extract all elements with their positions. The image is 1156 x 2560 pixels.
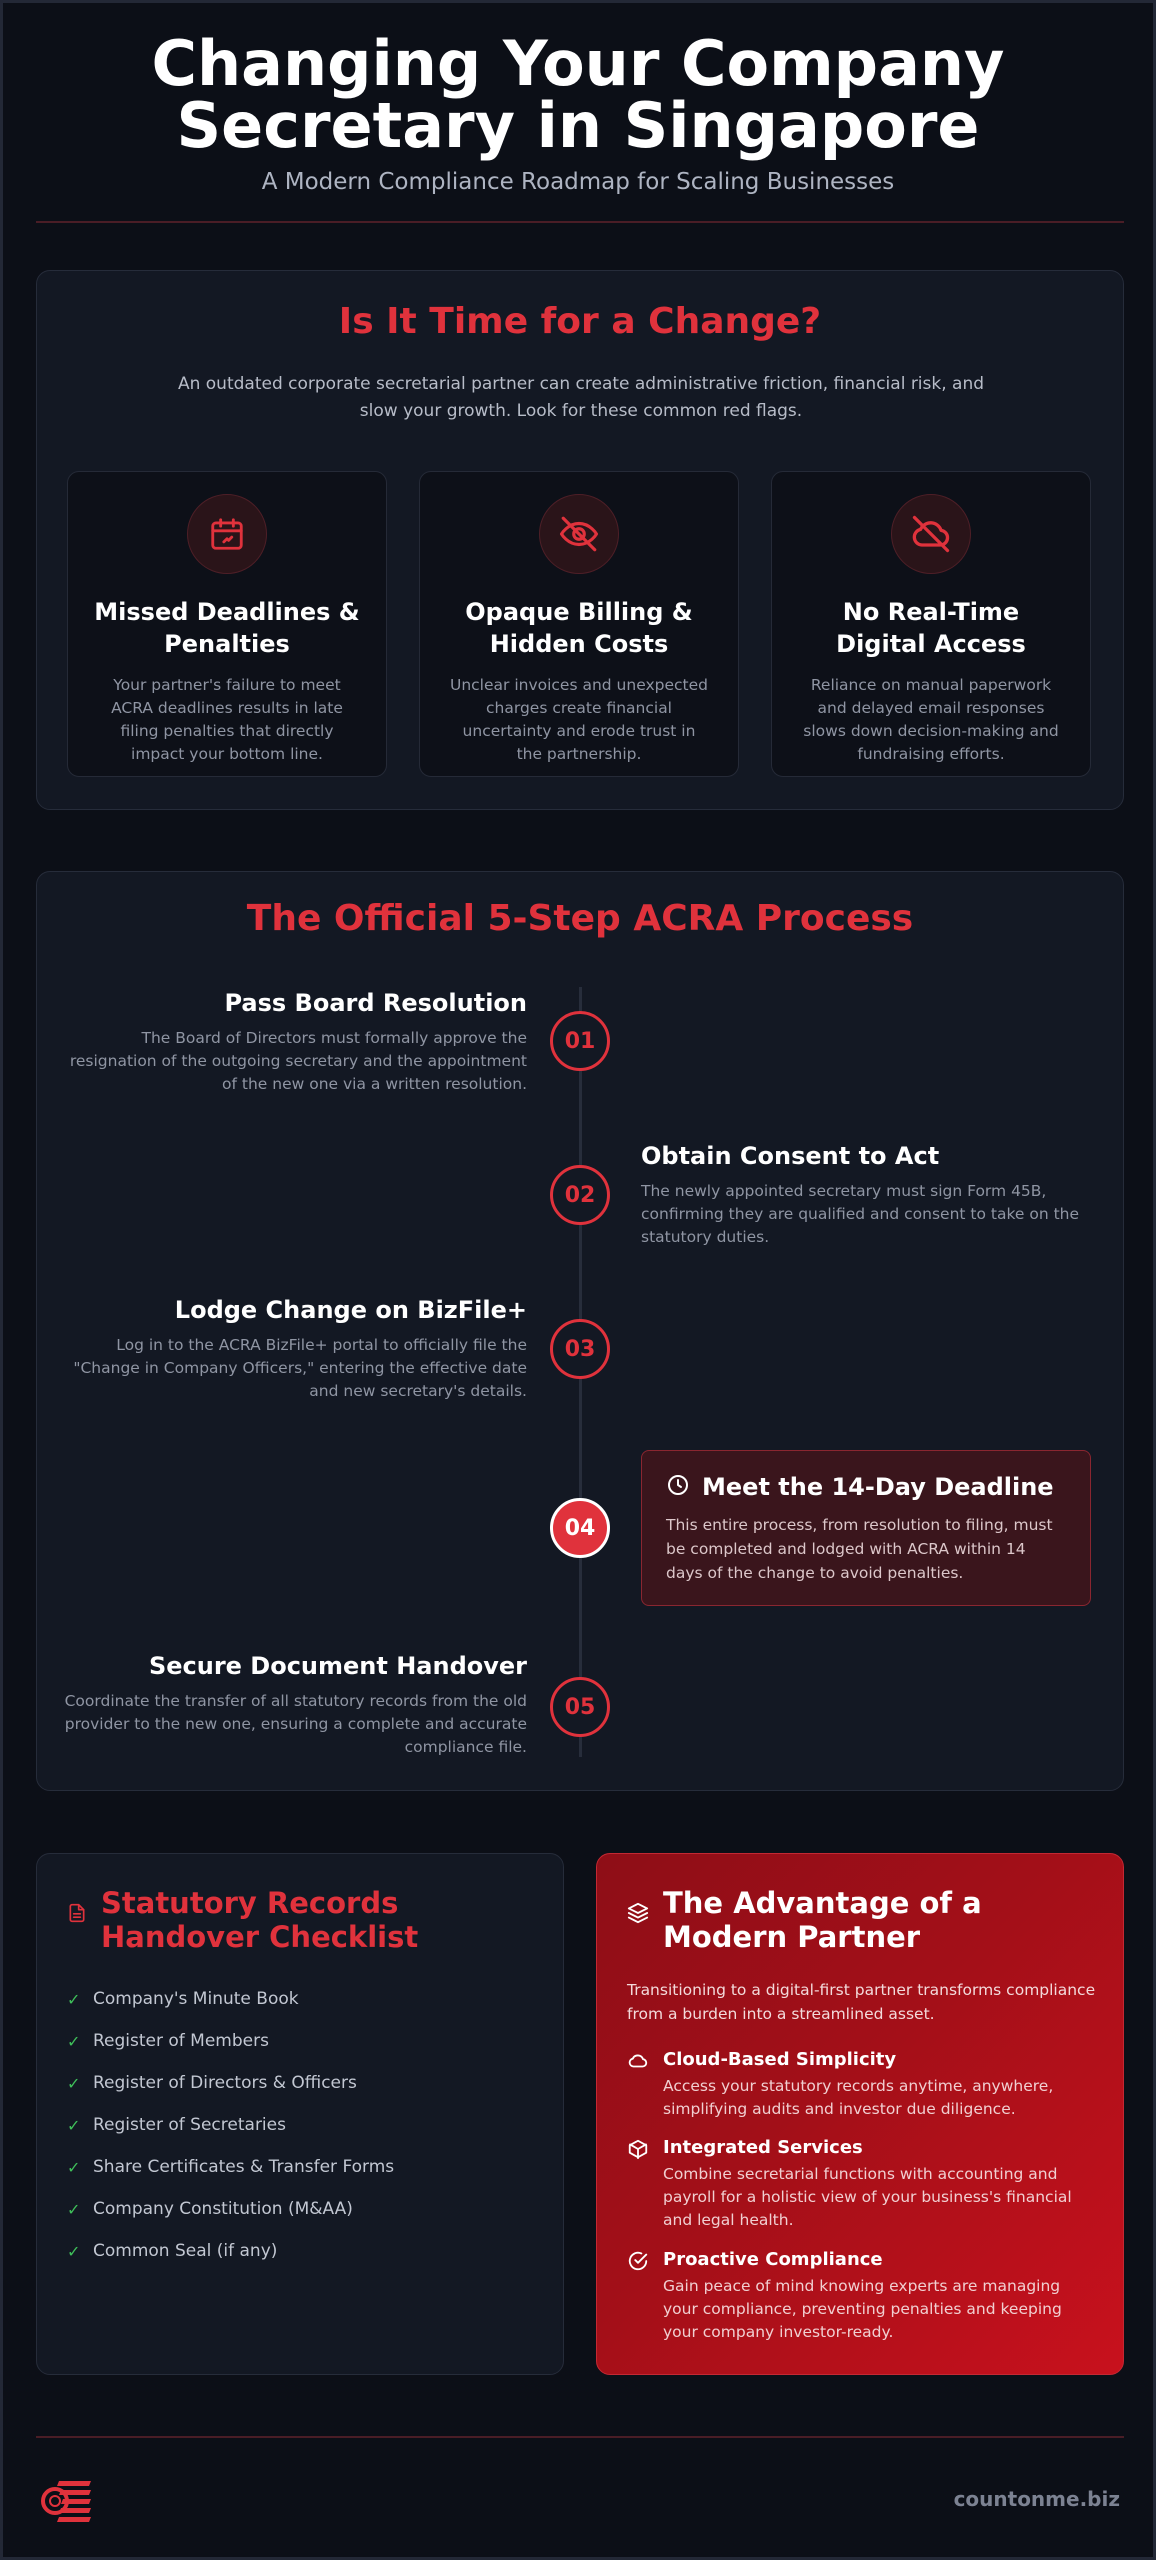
step-desc: The newly appointed secretary must sign Form 45B, confirming they are qualified and consent to take on the statutory duties.	[641, 1182, 1080, 1246]
box-icon	[627, 2136, 651, 2232]
step-title: Obtain Consent to Act	[641, 1142, 940, 1170]
step-2	[641, 1140, 1101, 1249]
check-icon: ✓	[67, 2115, 81, 2135]
cloud-off-icon	[891, 494, 971, 574]
feature-desc: Access your statutory records anytime, anywhere, simplifying audits and investor due diligence.	[663, 2077, 1054, 2118]
red-flag-title: Opaque Billing & Hidden Costs	[465, 598, 693, 658]
red-flag-desc: Reliance on manual paperwork and delayed email responses slows down decision-making and fundraising efforts.	[803, 676, 1059, 763]
step-number-active: 04	[550, 1498, 610, 1558]
check-icon: ✓	[67, 2157, 81, 2177]
advantage-title: The Advantage of a Modern Partner	[663, 1886, 982, 1954]
red-flag-card-digital	[771, 471, 1091, 777]
advantage-header	[627, 1886, 1063, 1954]
check-icon: ✓	[67, 2241, 81, 2261]
red-flag-title: Missed Deadlines & Penalties	[94, 598, 360, 658]
cloud-icon	[627, 2048, 651, 2121]
check-icon: ✓	[67, 2073, 81, 2093]
eye-off-icon	[539, 494, 619, 574]
step-desc: Coordinate the transfer of all statutory records from the old provider to the new one, ensuring a complete and accurate compliance file.	[64, 1692, 527, 1756]
advantage-card	[596, 1853, 1124, 2375]
red-flag-card-deadlines	[67, 471, 387, 777]
feature-title: Cloud-Based Simplicity	[663, 2049, 897, 2070]
step-desc: Log in to the ACRA BizFile+ portal to officially file the "Change in Company Officers," entering the effective date and new secretary's details.	[73, 1336, 527, 1400]
feature-title: Integrated Services	[663, 2137, 863, 2158]
red-flag-title: No Real-Time Digital Access	[836, 598, 1026, 658]
step-3	[57, 1294, 527, 1403]
step-title: Meet the 14-Day Deadline	[702, 1473, 1054, 1501]
feature-desc: Gain peace of mind knowing experts are managing your compliance, preventing penalties and keeping your company investor-ready.	[663, 2277, 1062, 2341]
feature-proactive	[627, 2248, 1097, 2344]
step-desc: The Board of Directors must formally approve the resignation of the outgoing secretary and the appointment of the new one via a written resolution.	[69, 1029, 527, 1093]
red-flags-intro: An outdated corporate secretarial partner can create administrative friction, financial risk, and slow your growth. Look for these common red flags.	[177, 374, 985, 421]
checklist-title: Statutory Records Handover Checklist	[101, 1886, 419, 1954]
step-title: Secure Document Handover	[148, 1652, 527, 1680]
check-icon: ✓	[67, 2199, 81, 2219]
layers-icon	[627, 1902, 649, 1928]
footer-domain: countonme.biz	[953, 2487, 1120, 2511]
list-item-label: Register of Members	[93, 2031, 269, 2051]
advantage-intro: Transitioning to a digital-first partner transforms compliance from a burden into a streamlined asset.	[627, 1981, 1096, 2023]
check-icon: ✓	[67, 2031, 81, 2051]
list-item	[67, 2104, 394, 2146]
list-item	[67, 1978, 394, 2020]
checklist-card	[36, 1853, 564, 2375]
step-5	[57, 1650, 527, 1759]
step-title: Lodge Change on BizFile+	[174, 1296, 527, 1324]
check-circle-icon	[627, 2248, 651, 2344]
step-number: 05	[550, 1677, 610, 1737]
list-item-label: Common Seal (if any)	[93, 2241, 278, 2261]
feature-cloud	[627, 2048, 1097, 2121]
document-icon	[67, 1902, 87, 1928]
step-desc: This entire process, from resolution to filing, must be completed and lodged with ACRA within 14 days of the change to avoid penalties.	[666, 1516, 1053, 1582]
list-item-label: Share Certificates & Transfer Forms	[93, 2157, 395, 2177]
acra-title: The Official 5-Step ACRA Process	[246, 898, 914, 939]
red-flags-title: Is It Time for a Change?	[338, 301, 822, 342]
list-item-label: Register of Secretaries	[93, 2115, 286, 2135]
check-icon: ✓	[67, 1989, 81, 2009]
deadline-header	[666, 1473, 1066, 1501]
footer-divider	[36, 2436, 1124, 2438]
red-flag-desc: Unclear invoices and unexpected charges create financial uncertainty and erode trust in the partnership.	[449, 676, 708, 763]
step-4-deadline-box	[641, 1450, 1091, 1606]
list-item	[67, 2062, 394, 2104]
header	[3, 27, 1153, 195]
clock-icon	[666, 1473, 690, 1501]
list-item-label: Company Constitution (M&AA)	[93, 2199, 353, 2219]
step-number: 01	[550, 1011, 610, 1071]
list-item	[67, 2146, 394, 2188]
feature-title: Proactive Compliance	[663, 2249, 883, 2270]
list-item	[67, 2230, 394, 2272]
calendar-icon	[187, 494, 267, 574]
acra-process-section	[36, 871, 1124, 1791]
list-item-label: Register of Directors & Officers	[93, 2073, 357, 2093]
step-number: 03	[550, 1319, 610, 1379]
feature-integrated	[627, 2136, 1097, 2232]
checklist-header	[67, 1886, 481, 1954]
list-item	[67, 2020, 394, 2062]
feature-desc: Combine secretarial functions with accounting and payroll for a holistic view of your business's financial and legal health.	[663, 2165, 1072, 2229]
company-logo	[39, 2473, 95, 2529]
list-item	[67, 2188, 394, 2230]
red-flags-section	[36, 270, 1124, 810]
page-title: Changing Your Company Secretary in Singapore	[151, 27, 1005, 162]
red-flag-card-billing	[419, 471, 739, 777]
checklist	[67, 1978, 394, 2272]
step-title: Pass Board Resolution	[224, 989, 527, 1017]
step-1	[57, 987, 527, 1096]
red-flag-desc: Your partner's failure to meet ACRA deadlines results in late filing penalties that directly impact your bottom line.	[111, 676, 343, 763]
list-item-label: Company's Minute Book	[93, 1989, 299, 2009]
step-number: 02	[550, 1165, 610, 1225]
header-divider	[36, 221, 1124, 223]
page-subtitle: A Modern Compliance Roadmap for Scaling Businesses	[261, 169, 895, 195]
